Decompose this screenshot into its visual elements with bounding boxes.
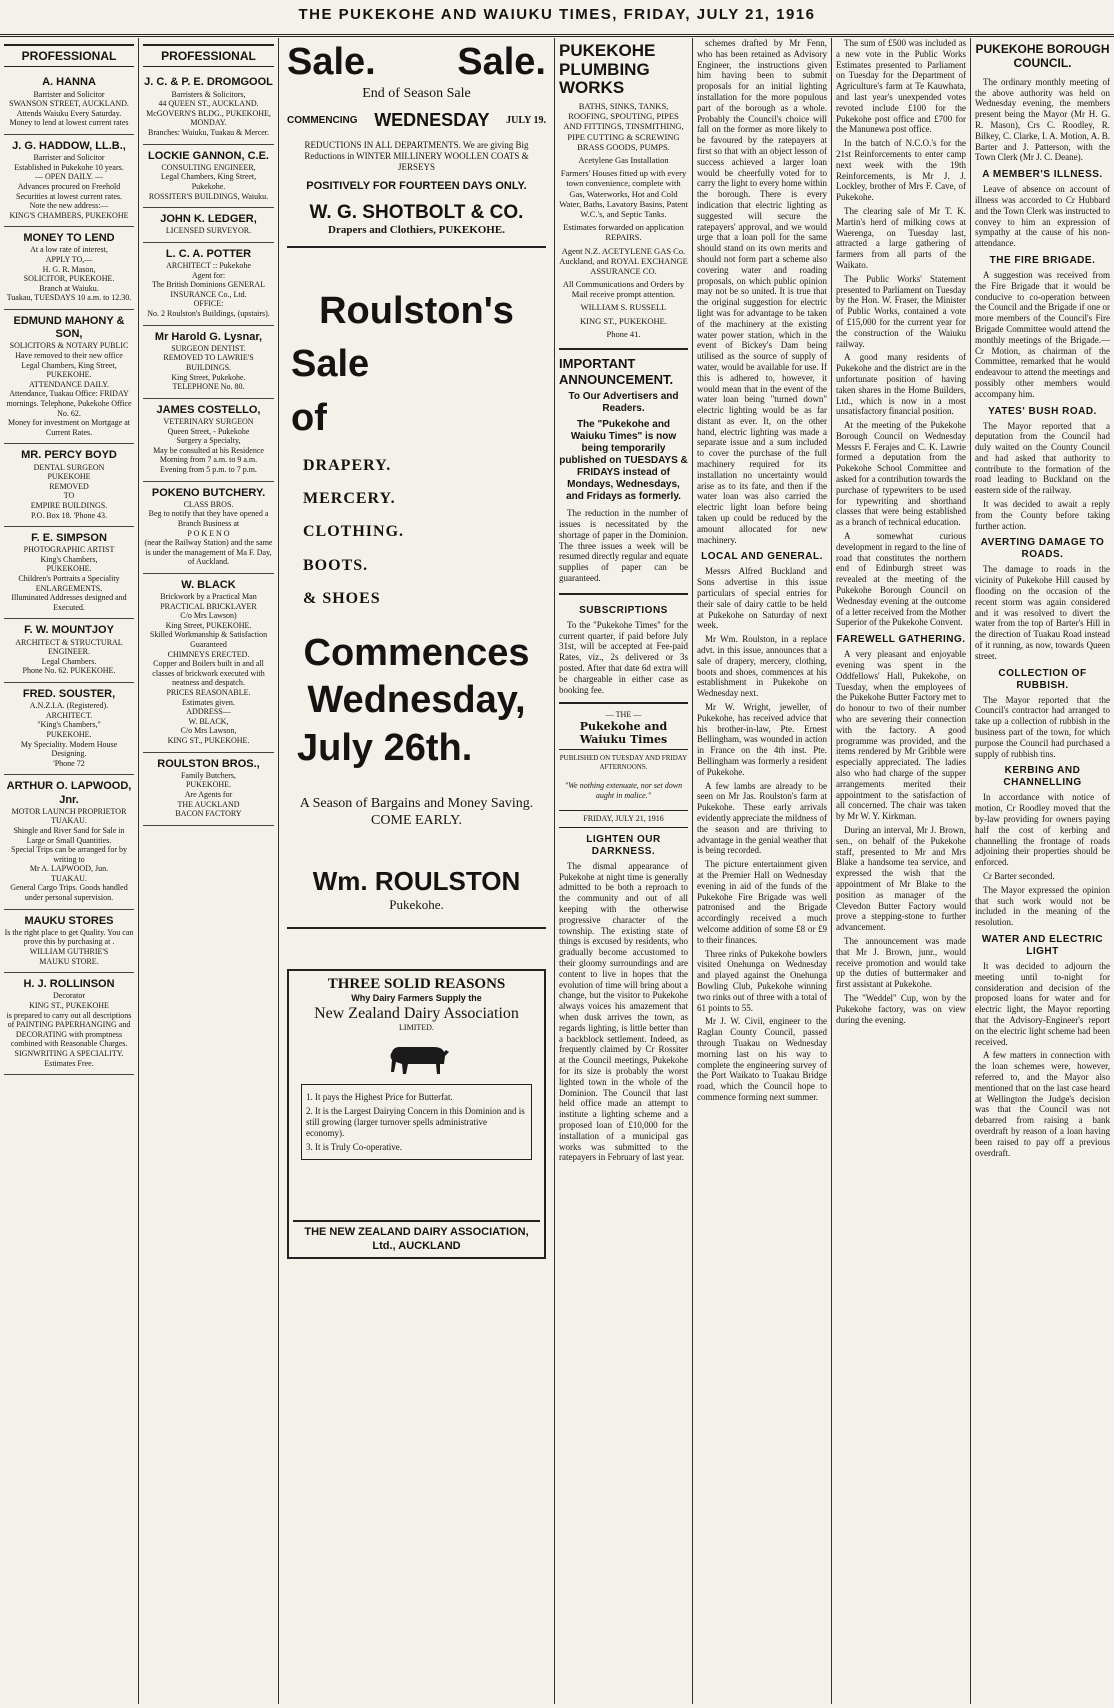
section-subheading: YATES' BUSH ROAD. — [988, 405, 1097, 417]
professional-ad — [143, 482, 274, 574]
ad-line: King's Chambers, — [40, 554, 98, 564]
ad-line: KING ST., PUKEKOHE — [29, 1001, 109, 1011]
ad-line: TUAKAU. — [51, 816, 87, 826]
professional-ad — [4, 910, 134, 974]
ad-line: Barrister and Solicitor — [33, 153, 105, 163]
article-paragraph: The Public Works' Statement presented to Parliament on Tuesday by the Hon. W. Fraser, the Minister of Public Works, contained a vote of £15,000 for the current year for the construction of the Waiuku railway. — [836, 273, 966, 349]
ad-name: L. C. A. POTTER — [165, 247, 252, 260]
ad-line: The British Dominions GENERAL INSURANCE Co., Ltd. — [151, 280, 266, 299]
ad-line: Tuakau, TUESDAYS 10 a.m. to 12.30. — [6, 293, 132, 303]
article-paragraph: The "Weddel" Cup, won by the Pukekohe factory, was on view during the evening. — [836, 992, 966, 1025]
reason-item: 3. It is Truly Co-operative. — [306, 1141, 402, 1152]
ad-line: THE AUCKLAND — [177, 799, 240, 809]
ad-line: May be consulted at his Residence — [153, 445, 264, 455]
section-heading: PROFESSIONAL — [4, 44, 134, 67]
section-subheading: THE FIRE BRIGADE. — [989, 254, 1096, 266]
plumbing-line: Farmers' Houses fitted up with every town convenience, complete with Gas, Waterworks, Hot and Cold Water, Baths, Lavatory Basins, Patent W.C.'s, and Septic Tanks. — [559, 168, 688, 219]
article-body — [836, 38, 966, 1025]
article-paragraph: The picture entertainment given at the Premier Hall on Wednesday evening in aid of the funds of the Pukekohe Fire Brigade was well patronised and the Brigade accordingly received a much welcome addition of some £8 or £9 to their finances. — [697, 859, 827, 945]
ad-line: REMOVED — [49, 481, 89, 491]
reasons-list — [301, 1084, 532, 1160]
ad-line: PUKEKOHE. — [185, 780, 232, 790]
ad-name: W. BLACK — [181, 578, 236, 591]
ad-line: MAUKU STORE. — [39, 956, 99, 966]
column-display-ads — [279, 38, 554, 1704]
ad-line: King Street, Pukekohe. — [171, 372, 246, 382]
ad-line: Have removed to their new office — [15, 351, 123, 361]
ad-name: FRED. SOUSTER, — [22, 688, 116, 701]
masthead — [0, 0, 1114, 37]
article-paragraph: The Mayor reported that the Council's contractor had arranged to take up a collection of rubbish in the business part of the town, for which purpose the Council had purchased a supply of rubbish tins. — [975, 694, 1110, 759]
ad-name: J. G. HADDOW, LL.B., — [12, 139, 126, 152]
darkness-title: LIGHTEN OUR DARKNESS. — [586, 833, 661, 857]
ad-line: VETERINARY SURGEON — [163, 416, 254, 426]
ad-line: CHIMNEYS ERECTED. — [167, 649, 250, 659]
wm-roulston-name: Wm. ROULSTON — [312, 866, 521, 897]
article-paragraph: It was decided to adjourn the meeting until to-night for consideration and decision of the proposed loans for water and for electric light, the Mayor reporting that the Advisory-Engineer's report on the electric light scheme had been received. — [975, 960, 1110, 1047]
sale-item: MERCERY. — [303, 490, 396, 508]
article-paragraph: A very pleasant and enjoyable evening was spent in the Oddfellows' Hall, Pukekohe, on Tuesday, when the employees of the Pukekohe Butter Factory met to do honour to two of their number who are severing their connection with the factory. A good programme was provided, and the items rendered by Mr Gribble were especially appreciated. The ladies also who had charge of the supper arrangements merited their appointment to the satisfaction of all concerned. The chair was taken by Mr W. Y. Kirkman. — [836, 649, 966, 822]
announcement-box — [559, 350, 688, 595]
ad-line: KING'S CHAMBERS, PUKEKOHE — [9, 210, 129, 220]
ad-line: Brickwork by a Practical Man — [160, 592, 257, 602]
ad-line: Advances procured on Freehold Securities at lowest current rates. — [16, 181, 122, 201]
announcement-sub: To Our Advertisers and Readers. — [568, 391, 679, 415]
ad-line: ADDRESS— — [186, 707, 231, 717]
ad-line: Morning from 7 a.m. to 9 a.m. — [159, 455, 258, 465]
masthead-title: THE PUKEKOHE AND WAIUKU TIMES, FRIDAY, JULY 21, 1916 — [298, 6, 816, 23]
commencing-label: COMMENCING — [287, 115, 358, 127]
shotbolt-sub: Drapers and Clothiers, PUKEKOHE. — [328, 224, 505, 237]
professional-ad — [4, 310, 134, 444]
article-paragraph: The announcement was made that Mr J. Brown, junr., would receive promotion and would take up the duties of buttermaker and first assistant at Pukekohe. — [836, 935, 966, 990]
positively-text: POSITIVELY FOR FOURTEEN DAYS ONLY. — [306, 180, 527, 193]
ad-name: H. J. ROLLINSON — [23, 978, 115, 991]
ad-line: PUKEKOHE. — [46, 370, 92, 380]
darkness-article — [559, 861, 688, 1163]
professional-ad — [4, 227, 134, 310]
sale-heading-left: Sale. — [287, 41, 376, 83]
article-paragraph: The damage to roads in the vicinity of Pukekohe Hill caused by flooding on the occasion of the recent storm was again considered and it was resolved to divert the water from the top of Barter's Hill in the direction of Tuakau Road instead of it running, as now, towards Queen street. — [975, 564, 1110, 661]
article-paragraph: At the meeting of the Pukekohe Borough Council on Wednesday Messrs F. Ferajes and C. K. Lawrie formed a deputation from the Pukekohe School Committee and asked for a contribution towards the purchase of typewriters to be used for typewriting and shorthand classes that were being established as a branch of technical education. — [836, 420, 966, 528]
ad-line: ARCHITECT :: Pukekohe — [166, 261, 251, 271]
ad-name: MR. PERCY BOYD — [21, 449, 117, 462]
professional-ad — [143, 326, 274, 399]
column-professional-1 — [0, 38, 138, 1704]
reasons-footer: THE NEW ZEALAND DAIRY ASSOCIATION, Ltd., AUCKLAND — [293, 1220, 540, 1252]
section-subheading: COLLECTION OF RUBBISH. — [998, 667, 1087, 691]
professional-ad — [143, 574, 274, 753]
section-subheading: WATER AND ELECTRIC LIGHT — [981, 933, 1104, 957]
ad-line: PHOTOGRAPHIC ARTIST — [23, 545, 115, 555]
article-paragraph: A somewhat curious development in regard to the line of road that constitutes the northern end of Edinburgh street was revealed at the meeting of the Pukekohe Borough Council on Wednesday evening at the outcome of a letter received from the Mother Superior of the Pukekohe Convent. — [836, 531, 966, 628]
professional-ad — [4, 135, 134, 227]
ad-line: Attendance, Tuakau Office: FRIDAY mornings. Telephone, Pukekohe Office No. 62. — [6, 389, 132, 418]
subscriptions-box — [559, 595, 688, 705]
ad-name: JAMES COSTELLO, — [156, 403, 261, 416]
ad-line: PRICES REASONABLE. — [166, 688, 251, 698]
ad-line: TO — [63, 491, 75, 501]
plumbing-line: Agent N.Z. ACETYLENE GAS Co. Auckland, and ROYAL EXCHANGE ASSURANCE CO. — [559, 245, 688, 276]
plumbing-line: KING ST., PUKEKOHE. — [580, 315, 667, 326]
ad-line: Are Agents for — [184, 789, 233, 799]
reason-item: 2. It is the Largest Dairying Concern in this Dominion and is still growing (larger turnover spells administrative economy). — [306, 1106, 525, 1138]
professional-ad — [4, 619, 134, 683]
ad-line: McGOVERN'S BLDG., PUKEKOHE, MONDAY. — [146, 108, 271, 128]
ad-line: Branches: Waiuku, Tuakau & Mercer. — [148, 127, 269, 137]
ad-name: MAUKU STORES — [24, 914, 114, 927]
ad-line: ARCHITECT & STRUCTURAL ENGINEER. — [15, 637, 123, 657]
subscriptions-title: SUBSCRIPTIONS — [579, 604, 668, 616]
article-paragraph: Mr Wm. Roulston, in a replace advt. in this issue, announces that a sale of drapery, mercery, clothing, boots and shoes, commences at his establishment in Pukekohe on Wednesday next. — [697, 634, 827, 699]
ad-line: OFFICE: — [193, 299, 224, 309]
professional-ad — [143, 399, 274, 482]
ad-line: WILLIAM GUTHRIE'S — [29, 947, 109, 957]
professional-ad — [143, 145, 274, 209]
ad-line: KING ST., PUKEKOHE. — [167, 735, 250, 745]
sale-item: BOOTS. — [303, 556, 369, 574]
article-paragraph: Three rinks of Pukekohe bowlers visited Onehunga on Wednesday and played against the Onehunga Bowling Club, Pukekohe winning two rinks out of three with a total of 61 points to 55. — [697, 948, 827, 1013]
ad-name: LOCKIE GANNON, C.E. — [147, 149, 269, 162]
ad-line: Money to lend at lowest current rates — [9, 118, 129, 128]
ad-line: Pukekohe. — [191, 181, 226, 191]
article-paragraph: The ordinary monthly meeting of the above authority was held on Wednesday evening, the members present being the Mayor (Mr H. G. R. Mason), Crs C. Roodley, R. Bilkey, C. Clarke, I. A. Motion, A. B. Barter and J. Patterson, with the Town Clerk (Mr J. C. Deane). — [975, 76, 1110, 163]
ad-line: (near the Railway Station) and the same is under the management of Ma F. Day, of Auckland. — [144, 538, 273, 567]
sale-item: CLOTHING. — [303, 523, 405, 541]
article-paragraph: The Mayor expressed the opinion that such work would not be included in the meaning of the resolution. — [975, 884, 1110, 928]
ad-line: Children's Portraits a Speciality — [18, 574, 120, 584]
reasons-assoc: New Zealand Dairy Association — [314, 1004, 519, 1022]
announcement-title: IMPORTANT ANNOUNCEMENT. — [559, 356, 674, 387]
ad-line: PUKEKOHE — [47, 472, 91, 482]
july-date: July 26th. — [297, 726, 473, 769]
ad-line: Special Trips can be arranged for by writing to — [11, 845, 127, 864]
professional-ad — [143, 208, 274, 243]
ad-line: Decorator — [53, 991, 85, 1001]
ad-line: Attends Waiuku Every Saturday. — [16, 108, 122, 118]
ad-line: Evening from 5 p.m. to 7 p.m. — [160, 464, 257, 474]
sale-item: DRAPERY. — [303, 457, 392, 475]
ad-line: PUKEKOHE. — [46, 564, 92, 574]
ad-line: — OPEN DAILY. — — [35, 172, 103, 182]
section-heading: PROFESSIONAL — [143, 44, 274, 67]
section-subheading: KERBING AND CHANNELLING — [1003, 765, 1082, 789]
professional-ad — [4, 527, 134, 619]
bargains-text: A Season of Bargains and Money Saving. COME EARLY. — [299, 796, 534, 829]
ad-name: F. W. MOUNTJOY — [24, 624, 114, 637]
article-paragraph: Messrs Alfred Buckland and Sons advertise in this issue particulars of special entries for their sale of dairy cattle to be held at Pukekohe on Saturday of next week. — [697, 566, 827, 631]
ad-line: Beg to notify that they have opened a Branch Business at — [148, 509, 269, 528]
wednesday-word: Wednesday, — [307, 679, 526, 722]
ad-line: King Street, PUKEKOHE. — [165, 620, 252, 630]
ad-line: REMOVED TO LAWRIE'S BUILDINGS. — [163, 353, 254, 373]
ad-line: LICENSED SURVEYOR. — [165, 226, 252, 236]
ad-line: C/o Mrs Lawson) — [180, 611, 237, 621]
ad-line: ENLARGEMENTS. — [35, 583, 103, 593]
plumbing-line: All Communications and Orders by Mail receive prompt attention. — [562, 279, 685, 300]
article-body — [697, 38, 827, 1103]
column-news — [832, 38, 970, 1704]
professional-ad — [143, 243, 274, 326]
ad-line: CLASS BROS. — [183, 499, 234, 509]
ad-line: Barristers & Solicitors, — [171, 89, 246, 99]
sale-subtitle: End of Season Sale — [362, 85, 471, 101]
ad-line: Estimates Free. — [44, 1058, 94, 1068]
shotbolt-name: W. G. SHOTBOLT & CO. — [309, 201, 524, 223]
plumbing-line: BATHS, SINKS, TANKS, ROOFING, SPOUTING, PIPES AND FITTINGS, TINSMITHING, PIPE CUTTING & SCREWING BRASS GOODS, PUMPS. — [563, 101, 684, 152]
ad-name: J. C. & P. E. DROMGOOL — [144, 76, 273, 89]
column-professional-2 — [139, 38, 278, 1704]
plumbing-line: WILLIAM S. RUSSELL — [580, 302, 667, 313]
section-subheading: AVERTING DAMAGE TO ROADS. — [980, 537, 1105, 561]
article-body — [975, 77, 1110, 1159]
ad-line: My Speciality. Modern House Designing. — [20, 739, 118, 759]
ad-line: W. BLACK, — [188, 716, 229, 726]
ad-line: PUKEKOHE. — [46, 729, 92, 739]
plumbing-ad — [559, 101, 688, 350]
ad-line: ROSSITER'S BUILDINGS, Waiuku. — [148, 191, 269, 201]
ad-line: Branch at Waiuku. — [39, 283, 99, 293]
article-paragraph: It was decided to await a reply from the County before taking further action. — [975, 499, 1110, 531]
ad-line: CONSULTING ENGINEER, — [161, 162, 256, 172]
published-line: PUBLISHED ON TUESDAY AND FRIDAY AFTERNOONS. — [559, 754, 688, 771]
column-plumbing-editorial — [555, 38, 692, 1704]
plumbing-title: PUKEKOHE PLUMBING WORKS — [559, 41, 656, 98]
announcement-body: The "Pukekohe and Waiuku Times" is now being temporarily published on TUESDAYS & FRIDAYS instead of Mondays, Wednesdays, and Fridays as formerly. — [559, 419, 688, 503]
ad-line: Barrister and Solicitor — [33, 89, 105, 99]
ad-line: PRACTICAL BRICKLAYER — [160, 601, 257, 611]
professional-ad — [4, 683, 134, 775]
article-paragraph: A good many residents of Pukekohe and the district are in the unfortunate position of having taken shares in the Home Builders, Ltd., which is now in a most unsatisfactory financial position. — [836, 352, 966, 417]
article-paragraph: Cr Barter seconded. — [983, 871, 1055, 881]
commences-word: Commences — [303, 631, 530, 674]
ad-line: SIGNWRITING A SPECIALITY. — [14, 1048, 124, 1058]
cow-icon — [382, 1038, 452, 1078]
ad-line: TELEPHONE No. 80. — [172, 382, 245, 392]
article-paragraph: In the batch of N.C.O.'s for the 21st Reinforcements to enter camp next week with the 19th Reinforcements, is Mr J. J. Lockley, brother of Mrs F. Cave, of Pukekohe. — [836, 138, 966, 203]
subscriptions-body: To the "Pukekohe Times" for the current quarter, if paid before July 31st, will be accepted at Fee-paid Rates, viz., 2s delivered or 3s posted. After that date 6d extra will be chargeable in either case as booking fee. — [559, 619, 688, 695]
professional-ad — [4, 444, 134, 527]
ad-name: EDMUND MAHONY & SON, — [13, 315, 125, 341]
reasons-title: THREE SOLID REASONS — [327, 975, 506, 992]
ad-line: No. 2 Roulston's Buildings, (upstairs). — [147, 309, 270, 319]
wm-roulston-sub: Pukekohe. — [389, 897, 444, 913]
the-label: — THE — — [605, 710, 642, 720]
sale-heading-right: Sale. — [457, 41, 546, 83]
announcement-para: The reduction in the number of issues is necessitated by the shortage of paper in the Dominion. The three issues a week will be resumed directly regular and equate supplies of paper can be guaranteed. — [559, 508, 688, 583]
ad-name: ROULSTON BROS., — [157, 757, 260, 770]
ad-name: A. HANNA — [42, 76, 96, 89]
ad-list — [143, 71, 274, 825]
ad-line: APPLY TO,— — [45, 255, 93, 265]
roulston-heading: Roulston's — [319, 289, 514, 332]
ad-name: ARTHUR O. LAPWOOD, Jnr. — [6, 780, 132, 806]
ad-line: ARCHITECT. — [45, 710, 93, 720]
ad-line: is prepared to carry out all descriptions of PAINTING PAPERHANGING and DECORATING with promptness combined with Reasonable Charges. — [6, 1010, 132, 1049]
ad-line: "King's Chambers," — [37, 720, 101, 730]
section-subheading: FAREWELL GATHERING. — [836, 634, 966, 646]
sale-word: Sale — [291, 343, 370, 386]
ad-line: SOLICITORS & NOTARY PUBLIC — [9, 341, 129, 351]
professional-ad — [4, 775, 134, 909]
plumbing-line: Acetylene Gas Installation — [578, 155, 669, 165]
article-paragraph: Mr J. W. Civil, engineer to the Raglan County Council, passed through Tuakau on Wednesday morning last on his way to complete the engineering survey of the Port Waikato to Tuakau Bridge road, which the Council hope to commence forming next summer. — [697, 1016, 827, 1102]
professional-ad — [4, 71, 134, 135]
ad-line: Skilled Workmanship & Satisfaction Guaranteed — [149, 630, 268, 650]
reasons-ltd: LIMITED. — [399, 1022, 434, 1032]
ad-line: H. G. R. Mason, — [42, 264, 96, 274]
article-paragraph: The Mayor reported that a deputation from the Council had duly waited on the County Council and had asked that authority to contribute to the formation of the road leading to Buckland on the eastern side of the railway. — [975, 420, 1110, 496]
dairy-association-ad — [287, 969, 546, 1259]
professional-ad — [143, 753, 274, 826]
ad-name: F. E. SIMPSON — [31, 532, 107, 545]
ad-line: Money for investment on Mortgage at Current Rates. — [8, 418, 130, 437]
plumbing-line: Estimates forwarded on application REPAIRS. — [563, 222, 684, 243]
ad-line: Phone No. 62. PUKEKOHE. — [22, 666, 116, 676]
ad-line: TUAKAU. — [51, 873, 87, 883]
column-borough-council — [971, 38, 1114, 1704]
ad-line: Queen Street, - Pukekohe — [167, 426, 250, 436]
ad-line: ATTENDANCE DAILY. — [29, 379, 109, 389]
sale-items — [287, 456, 546, 608]
ad-line: At a low rate of interest, — [30, 245, 108, 255]
ad-line: Copper and Boilers built in and all classes of brickwork executed with neatness and despatch. — [152, 659, 265, 688]
column-local-general — [693, 38, 831, 1704]
shotbolt-ad — [287, 40, 546, 248]
council-title: PUKEKOHE BOROUGH COUNCIL. — [975, 42, 1110, 71]
article-paragraph: The sum of £500 was included as a new vote in the Public Works Estimates presented to Parliament on Tuesday for the Department of Agriculture's farm at Te Kauwhata, and last year's unexpended votes revoted include £100 for the Pukekohe post office and £700 for the Manunewa post office. — [836, 38, 966, 135]
ad-name: MONEY TO LEND — [23, 232, 115, 245]
of-word: of — [291, 396, 327, 439]
section-subheading: A MEMBER'S ILLNESS. — [982, 169, 1103, 181]
ad-line: SURGEON DENTIST. — [171, 343, 246, 353]
article-paragraph: Leave of absence on account of illness was accorded to Cr Hubbard and the Town Clerk was instructed to convey to him an expression of sympathy at the cause of his non-attendance. — [975, 184, 1110, 249]
article-paragraph: During an interval, Mr J. Brown, sen., on behalf of the Pukekohe staff, presented to Mr and Mrs Blake a handsome tea service, and expressed the wish that the appointment of Mr Blake to the position as manager of the Clevedon Butter Factory would prove a stepping-stone to further advancement. — [836, 824, 966, 933]
ad-line: General Cargo Trips. Goods handled under personal supervision. — [10, 883, 128, 903]
reductions-text: REDUCTIONS IN ALL DEPARTMENTS. We are giving Big Reductions in WINTER MILLINERY WOOLLEN COATS & JERSEYS — [304, 139, 529, 172]
paper-title: Pukekohe and Waiuku Times — [559, 720, 688, 750]
reason-item: 1. It pays the Highest Price for Butterfat. — [306, 1092, 453, 1103]
article-paragraph: A few matters in connection with the loan schemes were, however, referred to, and the Mayor also mentioned that on the last case heard at Wellington the Judge's decision was that the Council was not debarred from raising a bank overdraft by reason of a loan having been raised to pay off a previous overdraft. — [975, 1050, 1110, 1158]
article-paragraph: schemes drafted by Mr Fenn, who has been retained as Advisory Engineer, the instructions given him having been to submit proposals for an initial lighting installation for the more populous part of the borough as a whole. Probably the Council's choice will fall on the former as more likely to be favoured by the ratepayers at first so that with an object lesson of success achieved a larger loan would be cheerfully voted for to carry the light to every home within the borough. There is every indication that electric lighting as suggested will secure the ratepayers' approval, and we would urge that a loan poll for the same should stand on its own merits and should not form part a scheme also covering water and roading proposals, on which public opinion may not be so united. It is true that the original suggestion for electric light was for advantage to be taken of the machinery at the existing water power station, which in the event of Bickey's Dam being utilised as the source of supply of water, would be available for use. If this is adhered to, however, it would mean that in the event of the water loan being "turned down" electric lighting would be as far distant as ever. It, on the other hand, electric lighting was made a separate issue and a sum included to cover the purchase of the full machinery required for its installation no uncertainty would arise as to its fate, and then if the water loan was also carried the electric light loan before being taken up could be reduced by the amount allocated for new machinery. — [697, 38, 827, 545]
article-paragraph: A few lambs are already to be seen on Mr Jas. Roulston's farm at Pukekohe. These early arrivals evidently appreciate the mildness of the season and are thriving to advantage in the genial weather that is being recorded. — [697, 780, 827, 856]
ad-line: SOLICITOR, PUKEKOHE. — [23, 274, 115, 284]
ad-line: BACON FACTORY — [175, 809, 242, 819]
section-subheading: LOCAL AND GENERAL. — [701, 551, 823, 563]
ad-line: 44 QUEEN ST., AUCKLAND. — [158, 99, 259, 109]
article-paragraph: The clearing sale of Mr T. K. Martin's herd of milking cows at Waerenga, on Tuesday last, attracted a large gathering of farmers from all parts of the Waikato. — [836, 205, 966, 270]
ad-line: MOTOR LAUNCH PROPRIETOR — [11, 806, 127, 816]
ad-line: Legal Chambers, King Street, — [160, 172, 257, 182]
ad-line: P.O. Box 18. 'Phone 43. — [30, 510, 108, 520]
article-paragraph: A suggestion was received from the Fire Brigade that it would be conducive to co-operation between the Council and the Brigade if one or more members of the Council's Fire Brigade Committee would attend the monthly meetings of the Brigade.—Cr Motion, as chairman of the Committee, remarked that he would endeavour to attend the meetings and possibly other members would accompany him. — [975, 269, 1110, 399]
ad-line: Note the new address:— — [29, 201, 109, 211]
ad-line: Legal Chambers. — [41, 656, 97, 666]
ad-name: JOHN K. LEDGER, — [160, 213, 257, 226]
ad-line: DENTAL SURGEON — [33, 462, 105, 472]
ad-line: Illuminated Addresses designed and Executed. — [11, 593, 127, 612]
ad-line: SWANSON STREET, AUCKLAND. — [9, 99, 129, 109]
professional-ad — [4, 973, 134, 1075]
ad-line: Surgery a Specialty, — [176, 436, 241, 446]
ad-line: Legal Chambers, King Street, — [21, 360, 117, 370]
ad-line: P O K E N O — [187, 528, 230, 538]
sale-date: JULY 19. — [506, 115, 546, 127]
ad-line: Established in Pukekohe 10 years. — [14, 162, 124, 172]
roulston-sale-ad — [287, 248, 546, 929]
ad-name: Mr Harold G. Lysnar, — [154, 330, 263, 343]
ad-line: Agent for: — [191, 270, 226, 280]
ad-list — [4, 71, 134, 1075]
ad-line: Is the right place to get Quality. You can prove this by purchasing at . — [4, 927, 134, 947]
plumbing-line: Phone 41. — [606, 328, 641, 339]
ad-line: Shingle and River Sand for Sale in Large or Small Quantities. — [13, 825, 125, 845]
ad-line: C/o Mrs Lawson, — [180, 726, 237, 736]
article-paragraph: In accordance with notice of motion, Cr Roodley moved that the by-law providing for owners paying half the cost of kerbing and channelling the frontage of roads adjoining their properties should be enforced. — [975, 792, 1110, 868]
ad-line: 'Phone 72 — [53, 758, 85, 768]
article-paragraph: The dismal appearance of Pukekohe at night time is generally admitted to be both a reproach to the community and out of all keeping with the otherwise progressive character of the township. The existing state of things is excused by residents, who gradually become accustomed to their gloomy surroundings and are content to live in hopes that the evolution of time will bring about a change, but the visitor to Pukekohe always voices his amazement that when dusk arrives the town, as regards lighting, is little better than a backblock settlement. Indeed, as frequently claimed by Cr Rossiter at the Council meetings, Pukekohe for its size is probably the worst lighted town in the whole of the Dominion. The Council that last held office made an attempt to institute a lighting scheme and a proposed loan of £10,000 for the installation of a municipal gas works was submitted to the ratepayers in February of last year. — [559, 860, 688, 1163]
sale-item: & SHOES — [303, 589, 381, 607]
ad-line: A.N.Z.I.A. (Registered). — [29, 701, 109, 711]
ad-line: Family Butchers, — [180, 770, 237, 780]
ad-line: Mr A. LAPWOOD, Jun. — [29, 864, 109, 874]
ad-line: Estimates given. — [182, 697, 235, 707]
sale-day: WEDNESDAY — [374, 110, 490, 131]
ad-line: EMPIRE BUILDINGS. — [30, 500, 108, 510]
professional-ad — [143, 71, 274, 144]
reasons-sub: Why Dairy Farmers Supply the — [351, 992, 482, 1003]
dateline: FRIDAY, JULY 21, 1916 — [559, 810, 688, 828]
ad-name: POKENO BUTCHERY. — [151, 486, 266, 499]
article-paragraph: Mr W. Wright, jeweller, of Pukekohe, has received advice that his brother-in-law, Pte. Ernest Bellingham, was wounded in action in France on the 4th inst. Pte. Bellingham was formerly a resident of Pukekohe. — [697, 702, 827, 777]
motto: "We nothing extenuate, nor set down aught in malice." — [564, 781, 683, 800]
